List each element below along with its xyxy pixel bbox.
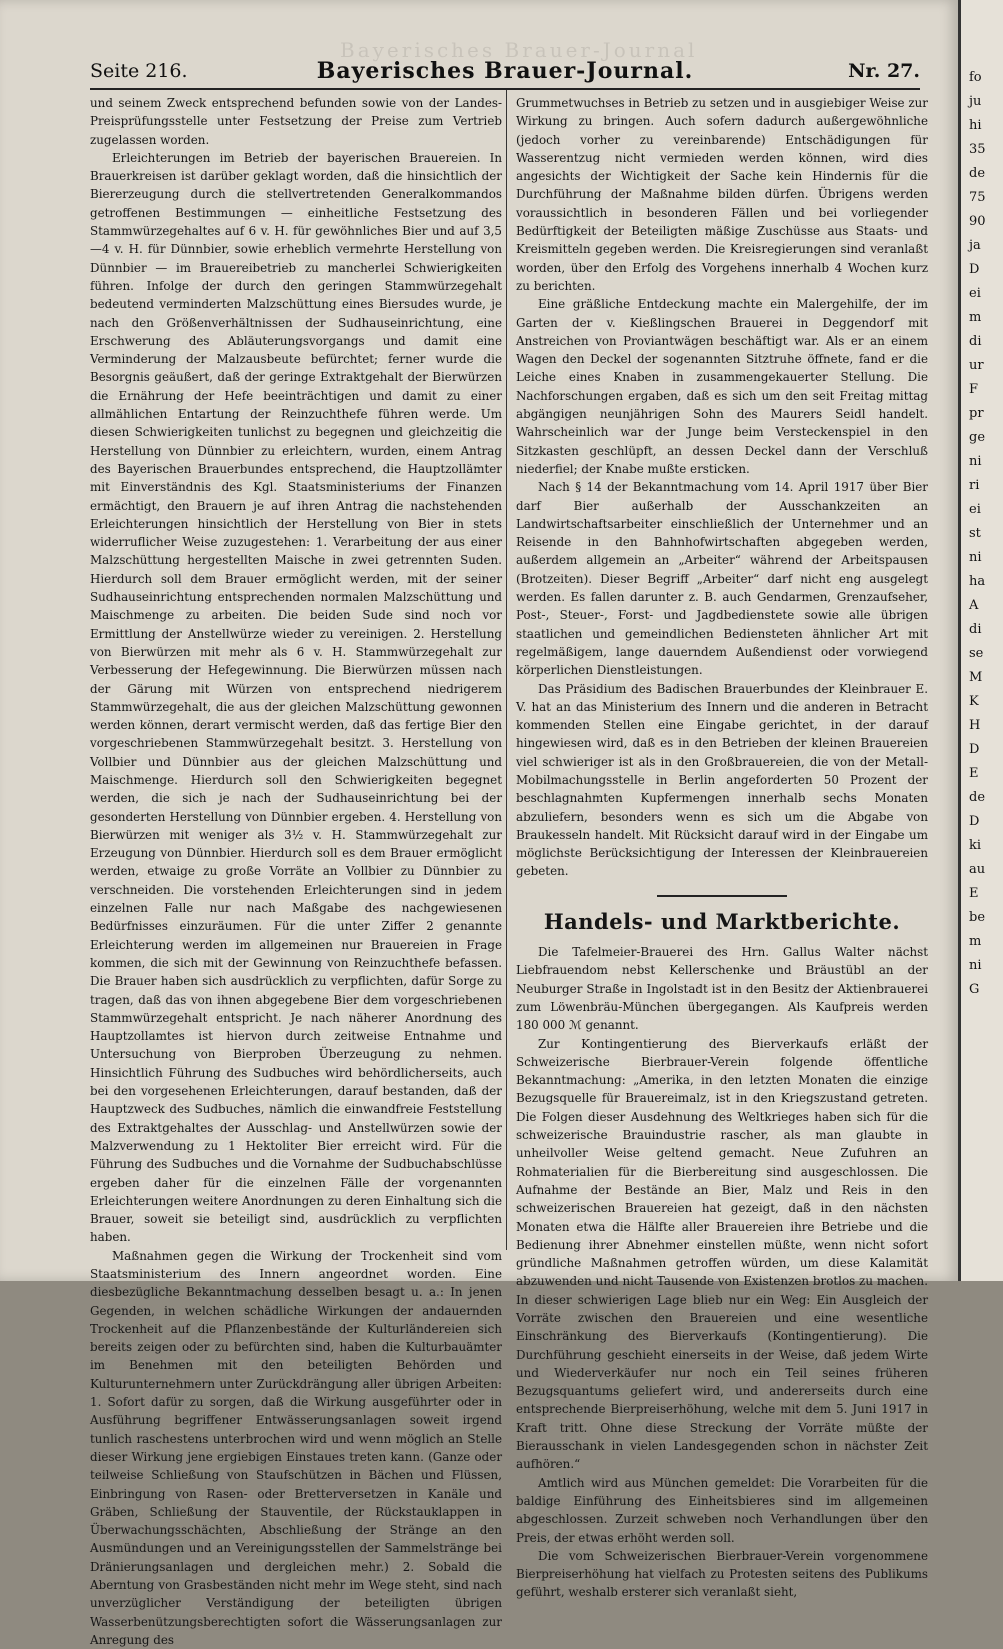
edge-fragment: m bbox=[969, 934, 982, 949]
article-paragraph: Zur Kontingentierung des Bierverkaufs erläßt der Schweizerische Bierbrauer-Verein folgende öffentliche Bekanntmachung: „Amerika, in den letzten Monaten die einzige Bezugsquelle für Brauereimalz, ist in den Kriegszustand getreten. Die Folgen dieser Ausdehnung des Weltkrieges haben sich für die schweizerische Brauindustrie rascher, als man glaubte in unheilvoller Weise geltend gemacht. Neue Zufuhren an Rohmaterialien für die Bierbereitung sind ausgeschlossen. Die Aufnahme der Bestände an Bier, Malz und Reis in den schweizerischen Brauereien hat gezeigt, daß in den nächsten Monaten etwa die Hälfte aller Brauereien ihre Betriebe und die Bedienung ihrer Abnehmer einstellen müßte, wenn nicht sofort gründliche Maßnahmen getroffen würden, um diese Kalamität abzuwenden und nicht Tausende von Existenzen brotlos zu machen. In dieser schwierigen Lage blieb nur ein Weg: Ein Ausgleich der Vorräte zwischen den Brauereien und eine wesentliche Einschränkung des Bierverkaufs (Kontingentierung). Die Durchführung geschieht einerseits in der Weise, daß jedem Wirte und Wiederverkäufer nur noch ein Teil seines früheren Bezugsquantums geliefert wird, und andererseits durch eine entsprechende Bierpreiserhöhung, welche mit dem 5. Juni 1917 in Kraft tritt. Ohne diese Streckung der Vorräte müßte der Bierausschank in vielen Landesgegenden schon in nächster Zeit aufhören.“ bbox=[516, 1036, 928, 1472]
bleed-through-header: Bayerisches Brauer-Journal bbox=[340, 38, 698, 62]
edge-fragment: ri bbox=[969, 478, 980, 493]
article-paragraph: Erleichterungen im Betrieb der bayerischen Brauereien. In Brauerkreisen ist darüber geklagt worden, daß die hinsichtlich der Biererzeugung durch die stellvertretenden Generalkommandos getroffenen Bestimmungen — einheitliche Festsetzung des Stammwürzegehaltes auf 6 v. H. für gewöhnliches Bier und auf 3,5—4 v. H. für Dünnbier, sowie erheblich vermehrte Herstellung von Dünnbier — im Brauereibetrieb zu mancherlei Schwierigkeiten führen. Infolge der durch den geringen Stammwürzegehalt bedeutend verminderten Malzschüttung eines Biersudes wurde, je nach den Größenverhältnissen der Sudhauseinrichtung, eine Erschwerung des Abläuterungsvorgangs und damit eine Verminderung der Malzausbeute befürchtet; ferner wurde die Besorgnis geäußert, daß der geringe Extraktgehalt der Bierwürzen die Ernährung der Hefe beeinträchtigen und damit zu einer allmählichen Entartung der Reinzuchthefe führen werde. Um diesen Schwierigkeiten tunlichst zu begegnen und gleichzeitig die Herstellung von Dünnbier zu erleichtern, wurden, einem Antrag des Bayerischen Brauerbundes entsprechend, die Hauptzollämter mit Einverständnis des Kgl. Staatsministeriums der Finanzen ermächtigt, den Brauern je auf ihren Antrag die nachstehenden Erleichterungen hinsichtlich der Herstellung von Bier in stets widerruflicher Weise zuzugestehen: 1. Verarbeitung der aus einer Malzschüttung hergestellten Maische in zwei getrennten Suden. Hierdurch soll dem Brauer ermöglicht werden, mit der seiner Sudhauseinrichtung entsprechenden normalen Malzschüttung und Maischmenge zu arbeiten. Die beiden Sude sind noch vor Ermittlung der Anstellwürze wieder zu vereinigen. 2. Herstellung von Bierwürzen mit mehr als 6 v. H. Stammwürzegehalt zur Verbesserung der Hefegewinnung. Die Bierwürzen müssen nach der Gärung mit Würzen von entsprechend niedrigerem Stammwürzegehalt, die aus der gleichen Malzschüttung gewonnen werden können, derart vermischt werden, daß das fertige Bier den vorgeschriebenen Stammwürzegehalt besitzt. 3. Herstellung von Vollbier und Dünnbier aus der gleichen Malzschüttung und Maischmenge. Hierdurch soll den Schwierigkeiten begegnet werden, die sich je nach der Sudhauseinrichtung bei der gesonderten Herstellung von Dünnbier ergeben. 4. Herstellung von Bierwürzen mit weniger als 3½ v. H. Stammwürzegehalt zur Erzeugung von Dünnbier. Hierdurch soll es dem Brauer ermöglicht werden, etwaige zu große Vorräte an Vollbier zu Dünnbier zu verschneiden. Die vorstehenden Erleichterungen sind in jedem einzelnen Falle nur nach Maßgabe des nachgewiesenen Bedürfnisses einzuräumen. Für die unter Ziffer 2 genannte Erleichterung werden im allgemeinen nur Brauereien in Frage kommen, die sich mit der Gewinnung von Reinzuchthefe befassen. Die Brauer haben sich ausdrücklich zu verpflichten, dafür Sorge zu tragen, daß das von ihnen abgegebene Bier dem vorgeschriebenen Stammwürzegehalt entspricht. Je nach näherer Anordnung des Hauptzollamtes ist hiervon durch zeitweise Entnahme und Untersuchung von Bierproben Überzeugung zu nehmen. Hinsichtlich Führung des Sudbuches wird behördlicherseits, auch bei den vorgesehenen Erleichterungen, darauf bestanden, daß der Hauptzweck des Sudbuches, nämlich die einwandfreie Feststellung des Extraktgehaltes der Ausschlag- und Anstellwürzen sowie der Malzverwendung zu 1 Hektoliter Bier erreicht wird. Für die Führung des Sudbuches und die Vornahme der Sudbuchabschlüsse ergeben daher für die einzelnen Fälle der vorgenannten Erleichterungen weitere Anordnungen zu deren Einhaltung sich die Brauer, soweit sie beteiligt sind, ausdrücklich zu verpflichten haben. bbox=[90, 150, 502, 1245]
section-separator bbox=[657, 895, 787, 897]
edge-fragment: de bbox=[969, 790, 986, 805]
edge-fragment: G bbox=[969, 982, 980, 997]
edge-fragment: E bbox=[969, 886, 979, 901]
edge-fragment: M bbox=[969, 670, 983, 685]
edge-fragment: E bbox=[969, 766, 979, 781]
edge-fragment: au bbox=[969, 862, 986, 877]
edge-fragment: K bbox=[969, 694, 979, 709]
edge-fragment: A bbox=[969, 598, 979, 613]
edge-fragment: ge bbox=[969, 430, 986, 445]
edge-fragment: fo bbox=[969, 70, 982, 85]
edge-fragment: di bbox=[969, 334, 982, 349]
journal-title: Bayerisches Brauer-Journal. bbox=[316, 58, 694, 84]
edge-fragment: D bbox=[969, 742, 980, 757]
edge-fragment: ki bbox=[969, 838, 982, 853]
edge-fragment: ni bbox=[969, 550, 982, 565]
edge-fragment: ni bbox=[969, 958, 982, 973]
page-header bbox=[90, 58, 920, 88]
next-page-edge bbox=[958, 0, 1003, 1281]
left-column bbox=[90, 94, 502, 1647]
edge-fragment: F bbox=[969, 382, 979, 397]
edge-fragment: ur bbox=[969, 358, 984, 373]
edge-fragment: hi bbox=[969, 118, 982, 133]
edge-fragment: 90 bbox=[969, 214, 986, 229]
article-paragraph: Eine gräßliche Entdeckung machte ein Malergehilfe, der im Garten der v. Kießlingschen Brauerei in Deggendorf mit Anstreichen von Proviantwägen beschäftigt war. Als er an einem Wagen den Deckel der sogenannten Sitztruhe öffnete, fand er die Leiche eines Knaben in zusammengekauerter Stellung. Die Nachforschungen ergaben, daß es sich um den seit Freitag mittag abgängigen neunjährigen Sohn des Maurers Seidl handelt. Wahrscheinlich war der Junge beim Versteckenspiel in den Sitzkasten geschlüpft, an dessen Deckel dann der Verschluß niederfiel; der Knabe mußte ersticken. bbox=[516, 297, 928, 476]
page-number: Seite 216. bbox=[90, 60, 188, 82]
edge-fragment: ju bbox=[969, 94, 982, 109]
article-paragraph: Amtlich wird aus München gemeldet: Die Vorarbeiten für die baldige Einführung des Einheitsbieres sind im allgemeinen abgeschlossen. Zurzeit schweben noch Verhandlungen über den Preis, der etwas erhöht werden soll. bbox=[516, 1475, 928, 1545]
edge-fragment: di bbox=[969, 622, 982, 637]
edge-fragment: m bbox=[969, 310, 982, 325]
article-paragraph: Maßnahmen gegen die Wirkung der Trockenheit sind vom Staatsministerium des Innern angeordnet worden. Eine diesbezügliche Bekanntmachung desselben besagt u. a.: In jenen Gegenden, in welchen schädliche Wirkungen der andauernden Trockenheit auf die Pflanzenbestände der Kulturländereien sich bereits zeigen oder zu befürchten sind, haben die Kulturbauämter im Benehmen mit den beteiligten Behörden und Kulturunternehmern unter Zurückdrängung aller übrigen Arbeiten: 1. Sofort dafür zu sorgen, daß die Wirkung ausgeführter oder in Ausführung begriffener Entwässerungsanlagen soweit irgend tunlich raschestens unterbrochen wird und wenn möglich an Stelle dieser Wirkung jene ergiebigen Einstaues treten kann. (Ganze oder teilweise Schließung von Staufschützen in Bächen und Flüssen, Einbringung von Rasen- oder Bretterversetzen in Kanäle und Gräben, Schließung der Stauventile, der Rückstauklappen in Überwachungsschächten, Abschließung der Stränge an den Ausmündungen und an Vereinigungsstellen der Sammelstränge bei Dränierungsanlagen und dergleichen mehr.) 2. Sobald die Aberntung von Grasbeständen nicht mehr im Wege steht, sind nach unverzüglicher Verständigung der beteiligten übrigen Wasserbenützungsberechtigten sofort die Wässerungsanlagen zur Anregung des bbox=[90, 1248, 502, 1647]
article-paragraph: Die Tafelmeier-Brauerei des Hrn. Gallus Walter nächst Liebfrauendom nebst Kellerschenke und Bräustübl an der Neuburger Straße in Ingolstadt ist in den Besitz der Aktienbrauerei zum Löwenbräu-München übergegangen. Als Kaufpreis werden 180 000 ℳ genannt. bbox=[516, 945, 928, 1033]
edge-fragment: 35 bbox=[969, 142, 986, 157]
edge-fragment: pr bbox=[969, 406, 984, 421]
edge-fragment: D bbox=[969, 814, 980, 829]
edge-fragment: ei bbox=[969, 286, 981, 301]
article-paragraph: Grummetwuchses in Betrieb zu setzen und in ausgiebiger Weise zur Wirkung zu bringen. Auch sofern dadurch außergewöhnliche (jedoch vorher zu vereinbarende) Entschädigungen für Wasserentzug nicht vermieden werden können, wird dies angesichts der Wichtigkeit der Sache kein Hindernis für die Durchführung der Maßnahme bilden dürfen. Übrigens werden voraussichtlich in besonderen Fällen und bei vorliegender Bedürftigkeit der Beteiligten mäßige Zuschüsse aus Staats- und Kreismitteln gegeben werden. Die Kreisregierungen sind veranlaßt worden, über den Erfolg des Vorgehens innerhalb 4 Wochen kurz zu berichten. bbox=[516, 96, 928, 293]
edge-fragment: H bbox=[969, 718, 981, 733]
article-paragraph: und seinem Zweck entsprechend befunden sowie von der Landes-Preisprüfungsstelle unter Festsetzung der Preise zum Vertrieb zugelassen worden. bbox=[90, 96, 502, 147]
issue-number: Nr. 27. bbox=[848, 60, 920, 82]
section-title: Handels- und Marktberichte. bbox=[543, 908, 901, 934]
edge-fragment: ja bbox=[969, 238, 981, 253]
header-rule bbox=[90, 88, 920, 90]
edge-fragment: ha bbox=[969, 574, 986, 589]
article-paragraph: Die vom Schweizerischen Bierbrauer-Verein vorgenommene Bierpreiserhöhung hat vielfach zu Protesten seitens des Publikums geführt, weshalb ersterer sich veranlaßt sieht, bbox=[516, 1548, 928, 1600]
right-column bbox=[516, 94, 928, 1600]
edge-fragment: se bbox=[969, 646, 984, 661]
article-paragraph: Nach § 14 der Bekanntmachung vom 14. April 1917 über Bier darf Bier außerhalb der Ausschankzeiten an Landwirtschaftsarbeiter einschließlich der Unternehmer und an Reisende in den Bahnhofwirtschaften abgegeben werden, außerdem allgemein an „Arbeiter“ während der Arbeitspausen (Brotzeiten). Dieser Begriff „Arbeiter“ darf nicht eng ausgelegt werden. Es fallen darunter z. B. auch Gendarmen, Grenzaufseher, Post-, Steuer-, Forst- und Jagdbedienstete sowie alle übrigen staatlichen und gemeindlichen Bediensteten ähnlicher Art mit regelmäßigem, lange dauerndem Außendienst oder vorwiegend körperlichen Dienstleistungen. bbox=[516, 480, 928, 678]
edge-fragment: 75 bbox=[969, 190, 986, 205]
column-divider bbox=[506, 90, 507, 1250]
edge-fragment: be bbox=[969, 910, 986, 925]
edge-fragment: de bbox=[969, 166, 986, 181]
edge-fragment: ei bbox=[969, 502, 981, 517]
edge-fragment: st bbox=[969, 526, 981, 541]
edge-fragment: ni bbox=[969, 454, 982, 469]
article-paragraph: Das Präsidium des Badischen Brauerbundes der Kleinbrauer E. V. hat an das Ministerium des Innern und die anderen in Betracht kommenden Stellen eine Eingabe gerichtet, in der darauf hingewiesen wird, daß es in den Betrieben der kleinen Brauereien viel schwieriger ist als in den Großbrauereien, die von der Metall-Mobilmachungsstelle in Berlin angeforderten 50 Prozent der beschlagnahmten Kupfermengen innerhalb sechs Monaten abzuliefern, besonders wenn es sich um die Abgabe von Braukesseln handelt. Mit Rücksicht darauf wird in der Eingabe um möglichste Berücksichtigung der Interessen der Kleinbrauereien gebeten. bbox=[516, 681, 928, 879]
edge-fragment: D bbox=[969, 262, 980, 277]
